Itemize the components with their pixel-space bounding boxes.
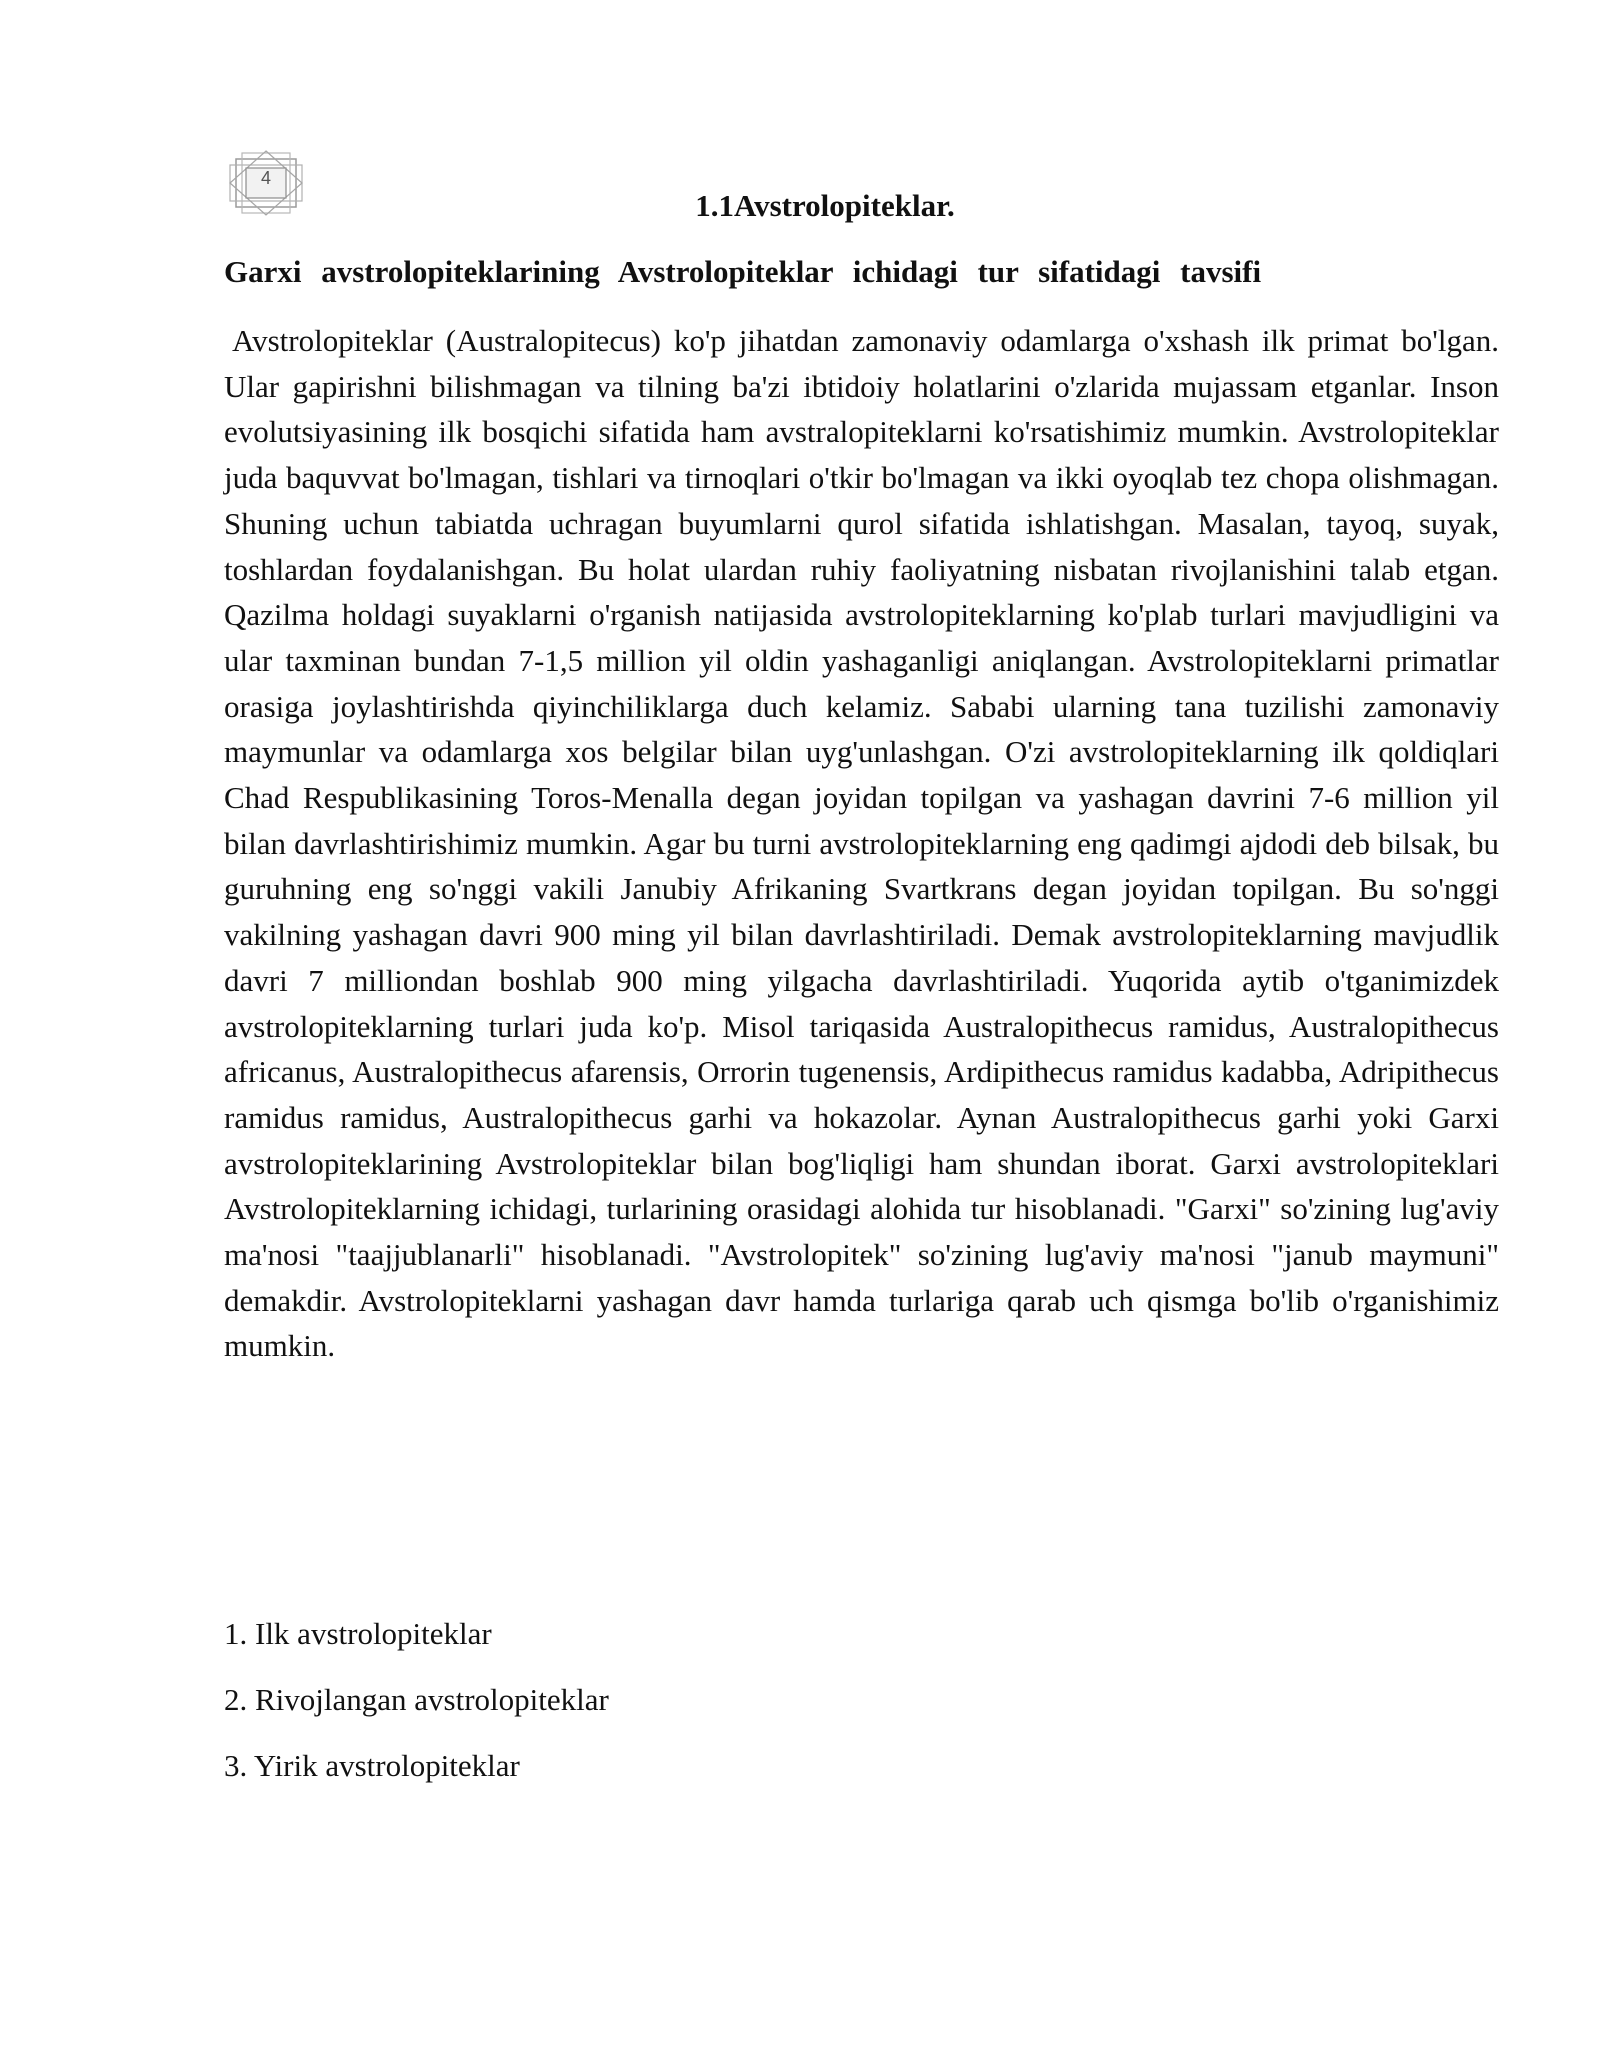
numbered-list <box>224 1614 609 1812</box>
list-item: 2. Rivojlangan avstrolopiteklar <box>224 1682 609 1717</box>
section-title: 1.1Avstrolopiteklar. <box>695 188 955 223</box>
list-item: 1. Ilk avstrolopiteklar <box>224 1616 492 1651</box>
body-paragraph: Avstrolopiteklar (Australopitecus) ko'p jihatdan zamonaviy odamlarga o'xshash ilk primat bo'lgan. Ular gapirishni bilishmagan va tilning ba'zi ibtidoiy holatlarini o'zlarida mujassam etganlar. Inson evolutsiyasining ilk bosqichi sifatida ham avstralopiteklarni ko'rsatishimiz mumkin. Avstrolopiteklar juda baquvvat bo'lmagan, tishlari va tirnoqlari o'tkir bo'lmagan va ikki oyoqlab tez chopa olishmagan. Shuning uchun tabiatda uchragan buyumlarni qurol sifatida ishlatishgan. Masalan, tayoq, suyak, toshlardan foydalanishgan. Bu holat ulardan ruhiy faoliyatning nisbatan rivojlanishini talab etgan. Qazilma holdagi suyaklarni o'rganish natijasida avstrolopiteklarning ko'plab turlari mavjudligini va ular taxminan bundan 7-1,5 million yil oldin yashaganligi aniqlangan. Avstrolopiteklarni primatlar orasiga joylashtirishda qiyinchiliklarga duch kelamiz. Sababi ularning tana tuzilishi zamonaviy maymunlar va odamlarga xos belgilar bilan uyg'unlashgan. O'zi avstrolopiteklarning ilk qoldiqlari Chad Respublikasining Toros-Menalla degan joyidan topilgan va yashagan davrini 7-6 million yil bilan davrlashtirishimiz mumkin. Agar bu turni avstrolopiteklarning eng qadimgi ajdodi deb bilsak, bu guruhning eng so'nggi vakili Janubiy Afrikaning Svartkrans degan joyidan topilgan. Bu so'nggi vakilning yashagan davri 900 ming yil bilan davrlashtiriladi. Demak avstrolopiteklarning mavjudlik davri 7 milliondan boshlab 900 ming yilgacha davrlashtiriladi. Yuqorida aytib o'tganimizdek avstrolopiteklarning turlari juda ko'p. Misol tariqasida Australopithecus ramidus, Australopithecus africanus, Australopithecus afarensis, Orrorin tugenensis, Ardipithecus ramidus kadabba, Adripithecus ramidus ramidus, Australopithecus garhi va hokazolar. Aynan Australopithecus garhi yoki Garxi avstrolopiteklarining Avstrolopiteklar bilan bog'liqligi ham shundan iborat. Garxi avstrolopiteklari Avstrolopiteklarning ichidagi, turlarining orasidagi alohida tur hisoblanadi. "Garxi" so'zining lug'aviy ma'nosi "taajjublanarli" hisoblanadi. "Avstrolopitek" so'zining lug'aviy ma'nosi "janub maymuni" demakdir. Avstrolopiteklarni yashagan davr hamda turlariga qarab uch qismga bo'lib o'rganishimiz mumkin. <box>224 323 1499 1364</box>
page-number: 4 <box>260 168 271 188</box>
subheading: Garxi avstrolopiteklarining Avstrolopiteklar ichidagi tur sifatidagi tavsifi <box>224 254 1262 289</box>
list-item: 3. Yirik avstrolopiteklar <box>224 1748 520 1783</box>
